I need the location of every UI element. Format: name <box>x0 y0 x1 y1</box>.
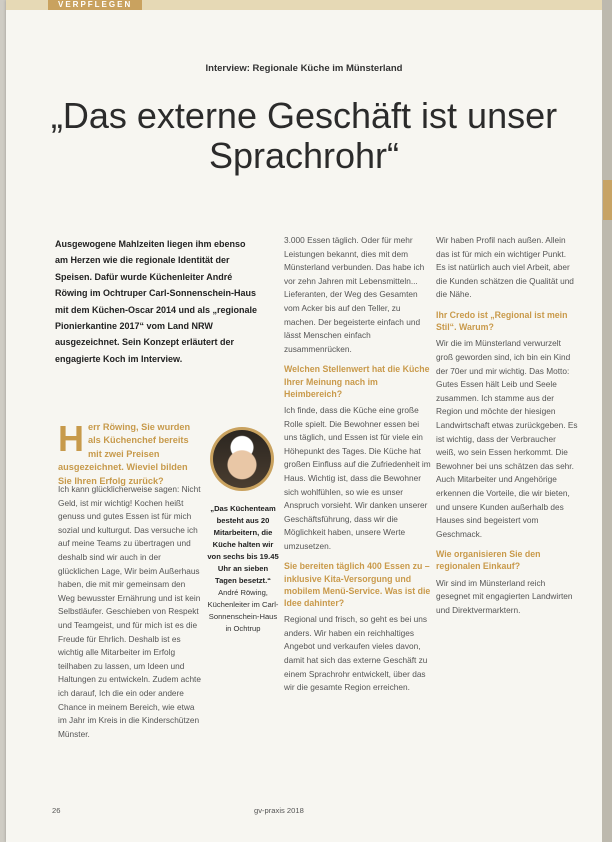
magazine-name: gv-praxis 2018 <box>254 806 304 815</box>
answer-1: Ich kann glücklicherweise sagen: Nicht Geld, ist mir wichtig! Kochen heißt genuss und gutes Essen ist für mich sozial und kulturgut. Das versuche ich auf meine Teams zu übertragen und deshalb sind wir auch in der glücklichen Lage, Wir beim Außerhaus haben, die mit mir gemeinsam den Weg bewusster Ernährung und ist kein Selbstläufer. Geschieben von Respekt und Teamgeist, und für mich ist es die Freude für Ehrlich. Deshalb ist es wichtig alle Mitarbeiter im Erfolg teilhaben zu lassen, um Ideen und Haltungen zu entwickeln. Zudem achte ich darauf, Ich die ein oder andere Chance in meinem Bereich, wie etwa im Jahr im Kreis in die Kinderschützen Münster. <box>58 484 201 739</box>
column-2 <box>284 234 431 695</box>
next-page-edge <box>602 0 612 842</box>
magazine-page <box>6 0 602 842</box>
question-4: Ihr Credo ist „Regional ist mein Stil“. Warum? <box>436 309 568 333</box>
column-3 <box>436 234 578 617</box>
portrait-quote-box <box>206 503 280 635</box>
chef-portrait-image <box>213 430 271 488</box>
question-2: Welchen Stellenwert hat die Küche Ihrer Meinung nach im Heimbereich? <box>284 364 430 399</box>
answer-4: Wir die im Münsterland verwurzelt groß geworden sind, ich bin ein Kind der 70er und mir wichtig. Das Motto: Gutes Essen hält Leib und Seele zusammen. Ich stamme aus der Region und möchte der hiesigen Landwirtschaft etwas zurückgeben. Es ist wichtig, dass der Verbraucher weiß, wo sein Essen herkommt. Die Bewohner bei uns schätzen das sehr. Auch Mitarbeiter und Angehörige erkennen die Vorteile, die wir bieten, und unsere Kunden außerhalb des Hauses sind begeistert vom Geschmack. <box>436 338 578 539</box>
answer-5: Wir sind im Münsterland reich gesegnet mit engagierten Landwirten und Direktvermarktern. <box>436 577 573 615</box>
pull-quote: „Das Küchenteam besteht aus 20 Mitarbeitern, die Küche halten wir von sechs bis 19.45 Uhr an sieben Tagen besetzt.“ <box>207 504 279 585</box>
column-1-body <box>58 483 201 741</box>
answer-2: Ich finde, dass die Küche eine große Rolle spielt. Die Bewohner essen bei uns täglich, und Essen ist für viele ein Höhepunkt des Tages. Die Küche hat großen Einfluss auf die Zufriedenheit im Haus. Wichtig ist, dass die Bewohner sich wohlfühlen, so wie es unser Anspruch vorsieht. Wir danken unserer Geschäftsführung, dass wir die Möglichkeit haben, unsere Werte umzusetzen. <box>284 404 431 551</box>
question-1 <box>58 418 200 488</box>
kicker: Interview: Regionale Küche im Münsterland <box>205 63 403 74</box>
headline: „Das externe Geschäft ist unser Sprachrohr“ <box>50 95 558 176</box>
question-5: Wie organisieren Sie den regionalen Einkauf? <box>436 549 541 572</box>
portrait-photo <box>210 427 274 491</box>
question-1-text: err Röwing, Sie wurden als Küchenchef bereits mit zwei Preisen ausgezeichnet. Wieviel bilden Sie Ihren Erfolg zurück? <box>58 422 191 486</box>
column-3-para-1: Wir haben Profil nach außen. Allein das ist für mich ein wichtiger Punkt. Es ist natürlich auch viel Arbeit, aber die Kunden schätzen die Qualität und die Nähe. <box>436 235 574 300</box>
question-3: Sie bereiten täglich 400 Essen zu – inklusive Kita-Versorgung und mobilem Menü-Service. Was ist die Idee dahinter? <box>284 561 431 609</box>
section-tag: VERPFLEGEN <box>48 0 142 10</box>
footer <box>6 806 602 820</box>
answer-3: Regional und frisch, so geht es bei uns anders. Wir haben ein reichhaltiges Angebot und verkaufen vieles davon, damit hat sich das externe Geschäft zu einem Sprachrohr entwickelt, über das wir die gesamte Region erreichen. <box>284 614 428 693</box>
intro-paragraph: Ausgewogene Mahlzeiten liegen ihm ebenso am Herzen wie die regionale Identität der Speisen. Dafür wurde Küchenleiter André Röwing im Ochtruper Carl-Sonnenschein-Haus mit dem Küchen-Oscar 2014 und als „regionale Pionierkantine 2017“ vom Land NRW ausgezeichnet. Sein Konzept erläutert der engagierte Koch im Interview. <box>55 239 258 364</box>
page-number: 26 <box>52 806 61 815</box>
next-page-tab <box>603 180 612 220</box>
drop-cap: H <box>58 418 84 459</box>
column-2-para-1: 3.000 Essen täglich. Oder für mehr Leistungen bekannt, dies mit dem Münsterland verbunden. Das habe ich vor zehn Jahren mit Lebensmitteln... Lieferanten, der Weg des Gesamten vom Acker bis auf den Teller, zu machen. Der begeisterte einfach und lässt Menschen einfach zusammenrücken. <box>284 235 425 354</box>
portrait-caption: André Röwing, Küchenleiter im Carl-Sonnenschein-Haus in Ochtrup <box>207 588 279 633</box>
